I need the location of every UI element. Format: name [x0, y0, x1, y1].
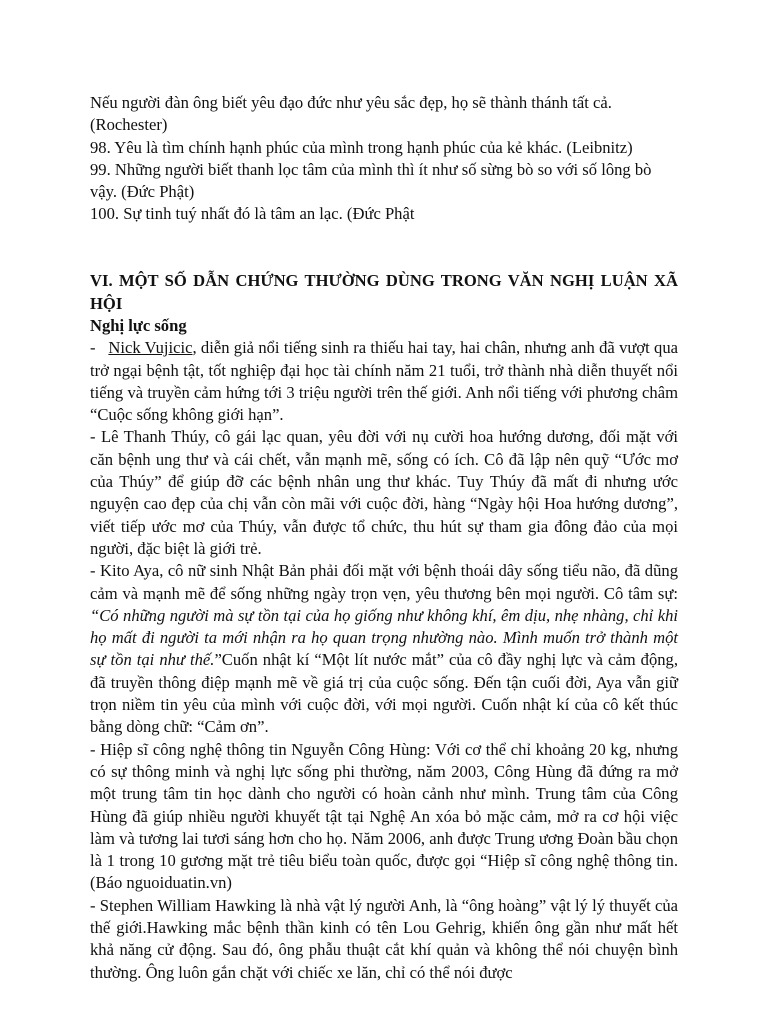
quote-100: 100. Sự tinh tuý nhất đó là tâm an lạc. (Đức Phật — [90, 204, 415, 224]
paragraph-stephen-hawking: - Stephen William Hawking là nhà vật lý người Anh, là “ông hoàng” vật lý lý thuyết của thế giới.Hawking mắc bệnh thần kinh có tên Lou Gehrig, khiến ông gần như mất hết khả năng cử động. Sau đó, ông phẫu thuật cắt khí quản và không thể nói chuyện bình thường. Ông luôn gắn chặt với chiếc xe lăn, chỉ có thể nói được — [90, 895, 678, 982]
aya-quote: “Có những người mà sự tồn tại của họ giống như không khí, êm dịu, nhẹ nhàng, chỉ khi họ mất đi người ta mới nhận ra họ quan trọng nhường nào. Mình muốn trở thành một sự tồn tại như thế. — [90, 605, 678, 670]
paragraph-text: ”Cuốn nhật kí “Một lít nước mắt” của cô đầy nghị lực và cảm động, đã truyền thông điệp mạnh mẽ về giá trị của cuộc sống. Đến tận cuối đời, Aya vẫn giữ trọn niềm tin yêu của mình với cuộc đời, với mọi người. Cuốn nhật kí của cô kết thúc bằng dòng chữ: “Cảm ơn”. — [90, 650, 679, 737]
quote-98: 98. Yêu là tìm chính hạnh phúc của mình trong hạnh phúc của kẻ khác. (Leibnitz) — [90, 137, 633, 157]
section-subheading: Nghị lực sống — [90, 315, 187, 335]
bullet-prefix: - — [90, 338, 109, 358]
nick-vujicic-link[interactable]: Nick Vujicic — [108, 338, 193, 358]
paragraph-nick-vujicic — [90, 337, 678, 426]
quote-rochester: Nếu người đàn ông biết yêu đạo đức như yêu sắc đẹp, họ sẽ thành thánh tất cả. (Rochester) — [90, 93, 612, 135]
paragraph-text: , diễn giả nổi tiếng sinh ra thiếu hai tay, hai chân, nhưng anh đã vượt qua trở ngại bệnh tật, tốt nghiệp đại học tài chính năm 21 tuổi, trở thành nhà diễn thuyết nổi tiếng và truyền cảm hứng tới 3 triệu người trên thế giới. Anh nổi tiếng với phương châm “Cuộc sống không giới hạn”. — [90, 338, 678, 425]
section-spacer — [90, 226, 678, 271]
section-heading: VI. MỘT SỐ DẪN CHỨNG THƯỜNG DÙNG TRONG VĂN NGHỊ LUẬN XÃ HỘI — [90, 271, 678, 313]
paragraph-nguyen-cong-hung: - Hiệp sĩ công nghệ thông tin Nguyễn Công Hùng: Với cơ thể chỉ khoảng 20 kg, nhưng có sự thông minh và nghị lực sống phi thường, năm 2003, Công Hùng đã đứng ra mở một trung tâm tin học dành cho người có hoàn cảnh như mình. Trung tâm của Công Hùng đã giúp nhiều người khuyết tật tại Nghệ An xóa bỏ mặc cảm, mở ra cơ hội việc làm và tương lai tươi sáng hơn cho họ. Năm 2006, anh được Trung ương Đoàn bầu chọn là 1 trong 10 gương mặt trẻ tiêu biểu toàn quốc, được gọi “Hiệp sĩ công nghệ thông tin. (Báo nguoiduatin.vn) — [90, 739, 678, 893]
paragraph-kito-aya — [90, 560, 678, 738]
paragraph-text: - Kito Aya, cô nữ sinh Nhật Bản phải đối mặt với bệnh thoái dây sống tiểu não, đã dũng cảm và mạnh mẽ để sống những ngày trọn vẹn, yêu thương bên mọi người. Cô tâm sự: — [90, 561, 678, 603]
paragraph-le-thanh-thuy: - Lê Thanh Thúy, cô gái lạc quan, yêu đời với nụ cười hoa hướng dương, đối mặt với căn bệnh ung thư và cái chết, vẫn mạnh mẽ, sống có ích. Cô đã lập nên quỹ “Ước mơ của Thúy” để giúp đỡ các bệnh nhân ung thư khác. Tuy Thúy đã mất đi nhưng ước nguyện cao đẹp của chị vẫn còn mãi với cuộc đời, hàng “Ngày hội Hoa hướng dương”, viết tiếp ước mơ của Thúy, vẫn được tổ chức, thu hút sự tham gia đông đảo của mọi người, đặc biệt là giới trẻ. — [90, 427, 678, 558]
quote-99: 99. Những người biết thanh lọc tâm của mình thì ít như số sừng bò so với số lông bò vậy. (Đức Phật) — [90, 159, 652, 202]
